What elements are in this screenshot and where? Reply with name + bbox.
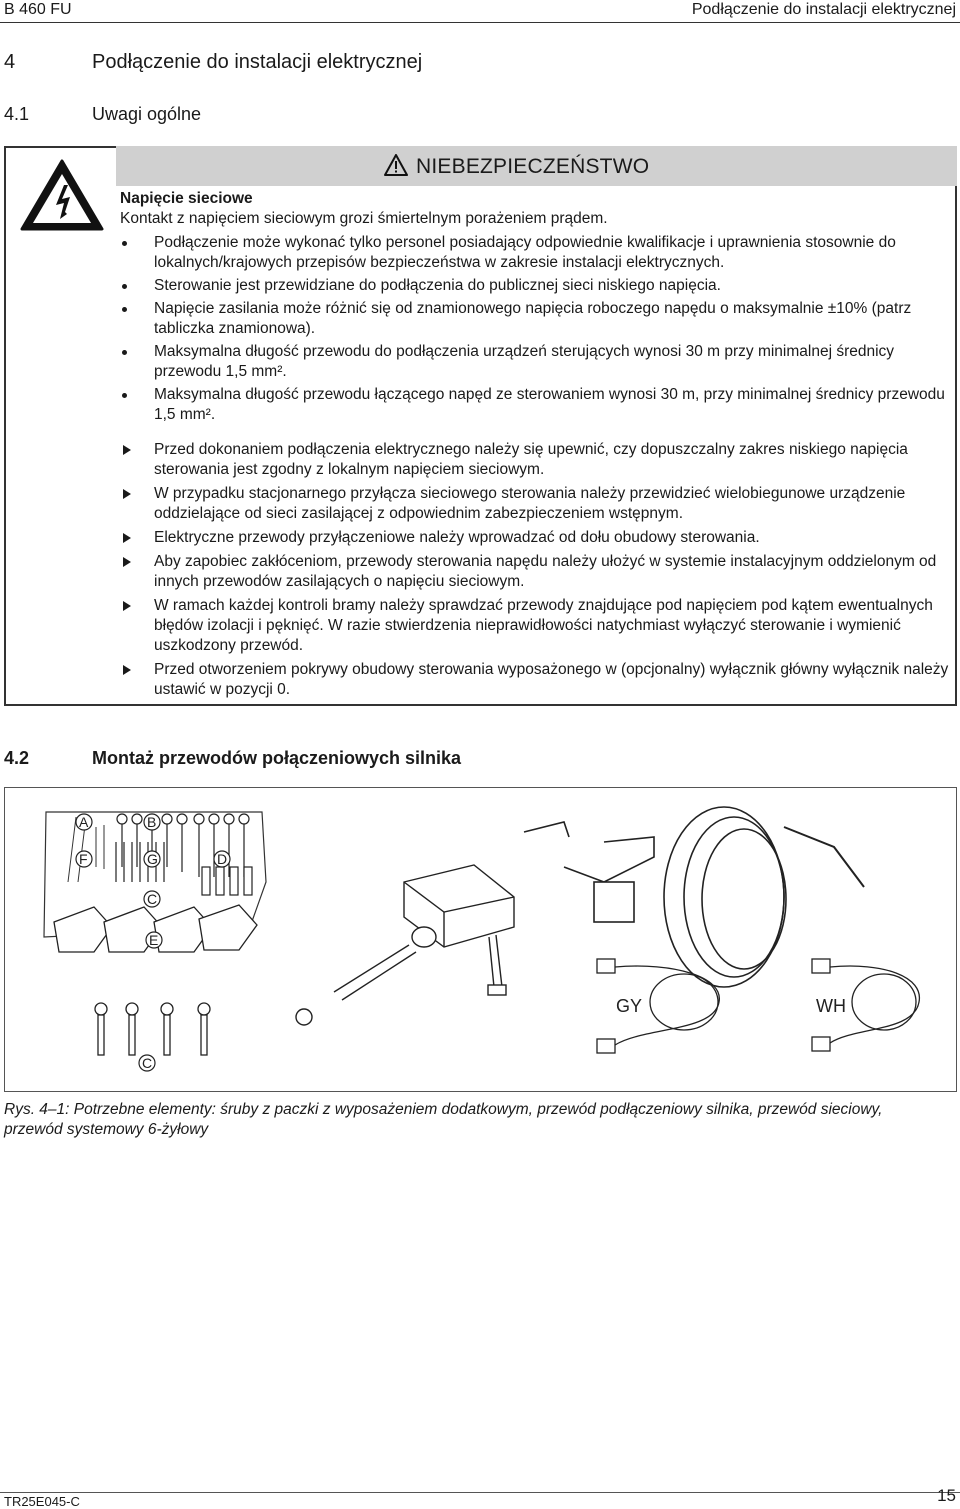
list-item: Podłączenie może wykonać tylko personel posiadający odpowiednie kwalifikacje i uprawnienia stosownie do lokalnych/krajowych przepisów bezpieczeństwa w zakresie instalacji elektrycznych.	[120, 233, 945, 273]
danger-intro: Kontakt z napięciem sieciowym grozi śmiertelnym porażeniem prądem.	[120, 210, 608, 227]
long-screws	[95, 1003, 210, 1055]
callout-f: F	[79, 851, 88, 867]
list-item: Przed otworzeniem pokrywy obudowy sterowania wyposażonego w (opcjonalny) wyłącznik główny wyłącznik należy ustawić w pozycji 0.	[120, 660, 950, 700]
list-item: Napięcie zasilania może różnić się od znamionowego napięcia roboczego napędu o maksymalnie ±10% (patrz tabliczka znamionowa).	[120, 299, 945, 339]
section-number: 4	[4, 51, 16, 73]
section-title: Uwagi ogólne	[92, 104, 202, 124]
section-4-1-heading	[4, 104, 201, 125]
callout-e: E	[149, 932, 159, 948]
danger-bullet-list	[120, 233, 945, 428]
danger-subtitle: Napięcie sieciowe	[120, 190, 253, 207]
page-number: 15	[937, 1486, 956, 1505]
warning-triangle-icon	[384, 154, 408, 176]
list-item: Przed dokonaniem podłączenia elektrycznego należy się upewnić, czy dopuszczalny zakres niskiego napięcia sterowania jest zgodny z lokalnym napięciem sieciowym.	[120, 440, 950, 480]
screw-rows	[116, 814, 252, 895]
motor-connection-box	[296, 865, 514, 1025]
list-item: Aby zapobiec zakłóceniom, przewody sterowania napędu należy ułożyć w systemie instalacyjnym oddzielonym od innych przewodów zasilających o napięciu sieciowym.	[120, 552, 950, 592]
section-title: Montaż przewodów połączeniowych silnika	[92, 748, 462, 768]
section-title: Podłączenie do instalacji elektrycznej	[92, 51, 423, 73]
danger-title	[384, 154, 649, 179]
list-item: Maksymalna długość przewodu łączącego napęd ze sterowaniem wynosi 30 m, przy minimalnej średnicy przewodu 1,5 mm².	[120, 385, 945, 425]
list-item: Sterowanie jest przewidziane do podłączenia do publicznej sieci niskiego napięcia.	[120, 276, 945, 296]
header-chapter-title: Podłączenie do instalacji elektrycznej	[691, 1, 956, 18]
cable-label-gy: GY	[616, 996, 643, 1016]
callout-b: B	[147, 814, 157, 830]
header-divider	[0, 22, 960, 23]
list-item: Elektryczne przewody przyłączeniowe należy wprowadzać od dołu obudowy sterowania.	[120, 528, 950, 548]
danger-title-text: NIEBEZPIECZEŃSTWO	[416, 155, 650, 178]
electric-shock-warning-icon	[18, 157, 106, 238]
list-item: W ramach każdej kontroli bramy należy sprawdzać przewody znajdujące pod napięciem pod kątem ewentualnych błędów izolacji i pęknięć. W razie stwierdzenia nieprawidłowości natychmiast wyłączyć sterowanie i wymienić uszkodzony przewód.	[120, 596, 950, 656]
list-item: Maksymalna długość przewodu do podłączenia urządzeń sterujących wynosi 30 m przy minimalnej średnicy przewodu 1,5 mm².	[120, 342, 945, 382]
figure-caption: Rys. 4–1: Potrzebne elementy: śruby z paczki z wyposażeniem dodatkowym, przewód podłączeniowy silnika, przewód sieciowy, przewód systemowy 6-żyłowy	[4, 1101, 883, 1138]
header-doc-code: B 460 FU	[4, 1, 72, 18]
section-4-heading	[4, 51, 422, 74]
section-number: 4.1	[4, 104, 30, 124]
callout-c-lower: C	[142, 1055, 153, 1071]
callout-g: G	[147, 851, 158, 867]
section-4-2-heading	[4, 748, 461, 769]
footer-doc-code: TR25E045-C	[4, 1494, 80, 1509]
list-item: W przypadku stacjonarnego przyłącza sieciowego sterowania należy przewidzieć wielobiegunowe urządzenie oddzielające od sieci zasilającej z odpowiednim zabezpieczeniem wstępnym.	[120, 484, 950, 524]
footer-divider	[0, 1492, 960, 1493]
parts-illustration	[4, 787, 957, 1092]
callout-a: A	[79, 814, 89, 830]
callout-c-upper: C	[147, 891, 158, 907]
danger-action-list	[120, 440, 950, 704]
cable-label-wh: WH	[816, 996, 846, 1016]
callout-d: D	[217, 851, 228, 867]
section-number: 4.2	[4, 748, 30, 768]
